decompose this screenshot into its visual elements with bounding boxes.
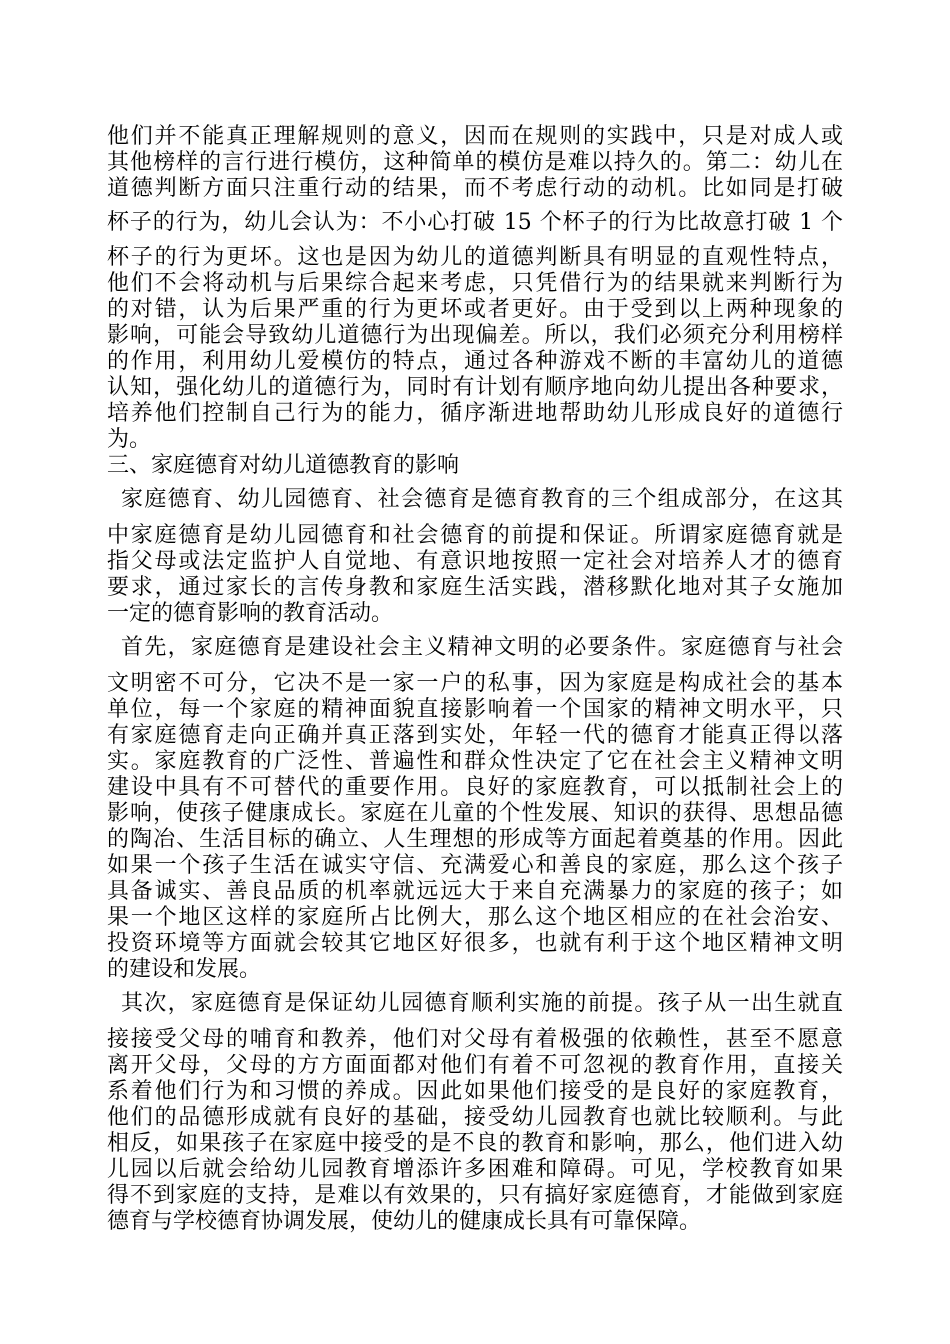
text-line: 文明密不可分，它决不是一家一户的私事，因为家庭是构成社会的基本 (107, 671, 843, 696)
text-line: 一定的德育影响的教育活动。 (107, 601, 394, 626)
text-line: 他们并不能真正理解规则的意义，因而在规则的实践中，只是对成人或 (107, 124, 843, 149)
text-line: 指父母或法定监护人自觉地、有意识地按照一定社会对培养人才的德育 (107, 549, 843, 574)
text-line: 他们不会将动机与后果综合起来考虑，只凭借行为的结果就来判断行为 (107, 271, 843, 296)
text-line: 的建设和发展。 (107, 957, 262, 982)
text-line: 得不到家庭的支持，是难以有效果的，只有搞好家庭德育，才能做到家庭 (107, 1183, 843, 1208)
text-line: 具备诚实、善良品质的机率就远远大于来自充满暴力的家庭的孩子；如 (107, 879, 843, 904)
text-line: 如果一个孩子生活在诚实守信、充满爱心和善良的家庭，那么这个孩子 (107, 853, 843, 878)
text-line: 培养他们控制自己行为的能力，循序渐进地帮助幼儿形成良好的道德行 (107, 401, 843, 426)
text-line: 为。 (107, 427, 152, 452)
text-line: 果一个地区这样的家庭所占比例大，那么这个地区相应的在社会治安、 (107, 905, 843, 930)
text-line: 家庭德育、幼儿园德育、社会德育是德育教育的三个组成部分，在这其 (121, 487, 843, 512)
text-line: 中家庭德育是幼儿园德育和社会德育的前提和保证。所谓家庭德育就是 (107, 523, 843, 548)
text-line: 其次，家庭德育是保证幼儿园德育顺利实施的前提。孩子从一出生就直 (121, 991, 843, 1016)
text-line: 认知，强化幼儿的道德行为，同时有计划有顺序地向幼儿提出各种要求， (107, 375, 843, 400)
text-line: 单位，每一个家庭的精神面貌直接影响着一个国家的精神文明水平，只 (107, 697, 843, 722)
text-line: 影响，可能会导致幼儿道德行为出现偏差。所以，我们必须充分利用榜样 (107, 323, 843, 348)
text-line: 系着他们行为和习惯的养成。因此如果他们接受的是良好的家庭教育， (107, 1079, 843, 1104)
text-line: 杯子的行为，幼儿会认为：不小心打破 15 个杯子的行为比故意打破 1 个 (107, 210, 843, 235)
text-line: 其他榜样的言行进行模仿，这种简单的模仿是难以持久的。第二：幼儿在 (107, 150, 843, 175)
text-line: 的对错，认为后果严重的行为更坏或者更好。由于受到以上两种现象的 (107, 297, 843, 322)
text-line: 实。家庭教育的广泛性、普遍性和群众性决定了它在社会主义精神文明 (107, 749, 843, 774)
text-line: 德育与学校德育协调发展，使幼儿的健康成长具有可靠保障。 (107, 1209, 702, 1234)
text-line: 儿园以后就会给幼儿园教育增添许多困难和障碍。可见，学校教育如果 (107, 1157, 843, 1182)
text-line: 投资环境等方面就会较其它地区好很多，也就有利于这个地区精神文明 (107, 931, 843, 956)
text-line: 首先，家庭德育是建设社会主义精神文明的必要条件。家庭德育与社会 (121, 635, 843, 660)
text-line: 杯子的行为更坏。这也是因为幼儿的道德判断具有明显的直观性特点， (107, 245, 843, 270)
text-line: 接接受父母的哺育和教养，他们对父母有着极强的依赖性，甚至不愿意 (107, 1027, 843, 1052)
text-line: 建设中具有不可替代的重要作用。良好的家庭教育，可以抵制社会上的 (107, 775, 843, 800)
text-line: 相反，如果孩子在家庭中接受的是不良的教育和影响，那么，他们进入幼 (107, 1131, 843, 1156)
text-line: 要求，通过家长的言传身教和家庭生活实践，潜移默化地对其子女施加 (107, 575, 843, 600)
text-line: 他们的品德形成就有良好的基础，接受幼儿园教育也就比较顺利。与此 (107, 1105, 843, 1130)
text-line: 的作用，利用幼儿爱模仿的特点，通过各种游戏不断的丰富幼儿的道德 (107, 349, 843, 374)
text-line: 道德判断方面只注重行动的结果，而不考虑行动的动机。比如同是打破 (107, 176, 843, 201)
text-line: 离开父母，父母的方方面面都对他们有着不可忽视的教育作用，直接关 (107, 1053, 843, 1078)
section-heading: 三、家庭德育对幼儿道德教育的影响 (107, 453, 460, 478)
text-line: 的陶冶、生活目标的确立、人生理想的形成等方面起着奠基的作用。因此 (107, 827, 843, 852)
text-line: 影响，使孩子健康成长。家庭在儿童的个性发展、知识的获得、思想品德 (107, 801, 843, 826)
text-line: 有家庭德育走向正确并真正落到实处，年轻一代的德育才能真正得以落 (107, 723, 843, 748)
